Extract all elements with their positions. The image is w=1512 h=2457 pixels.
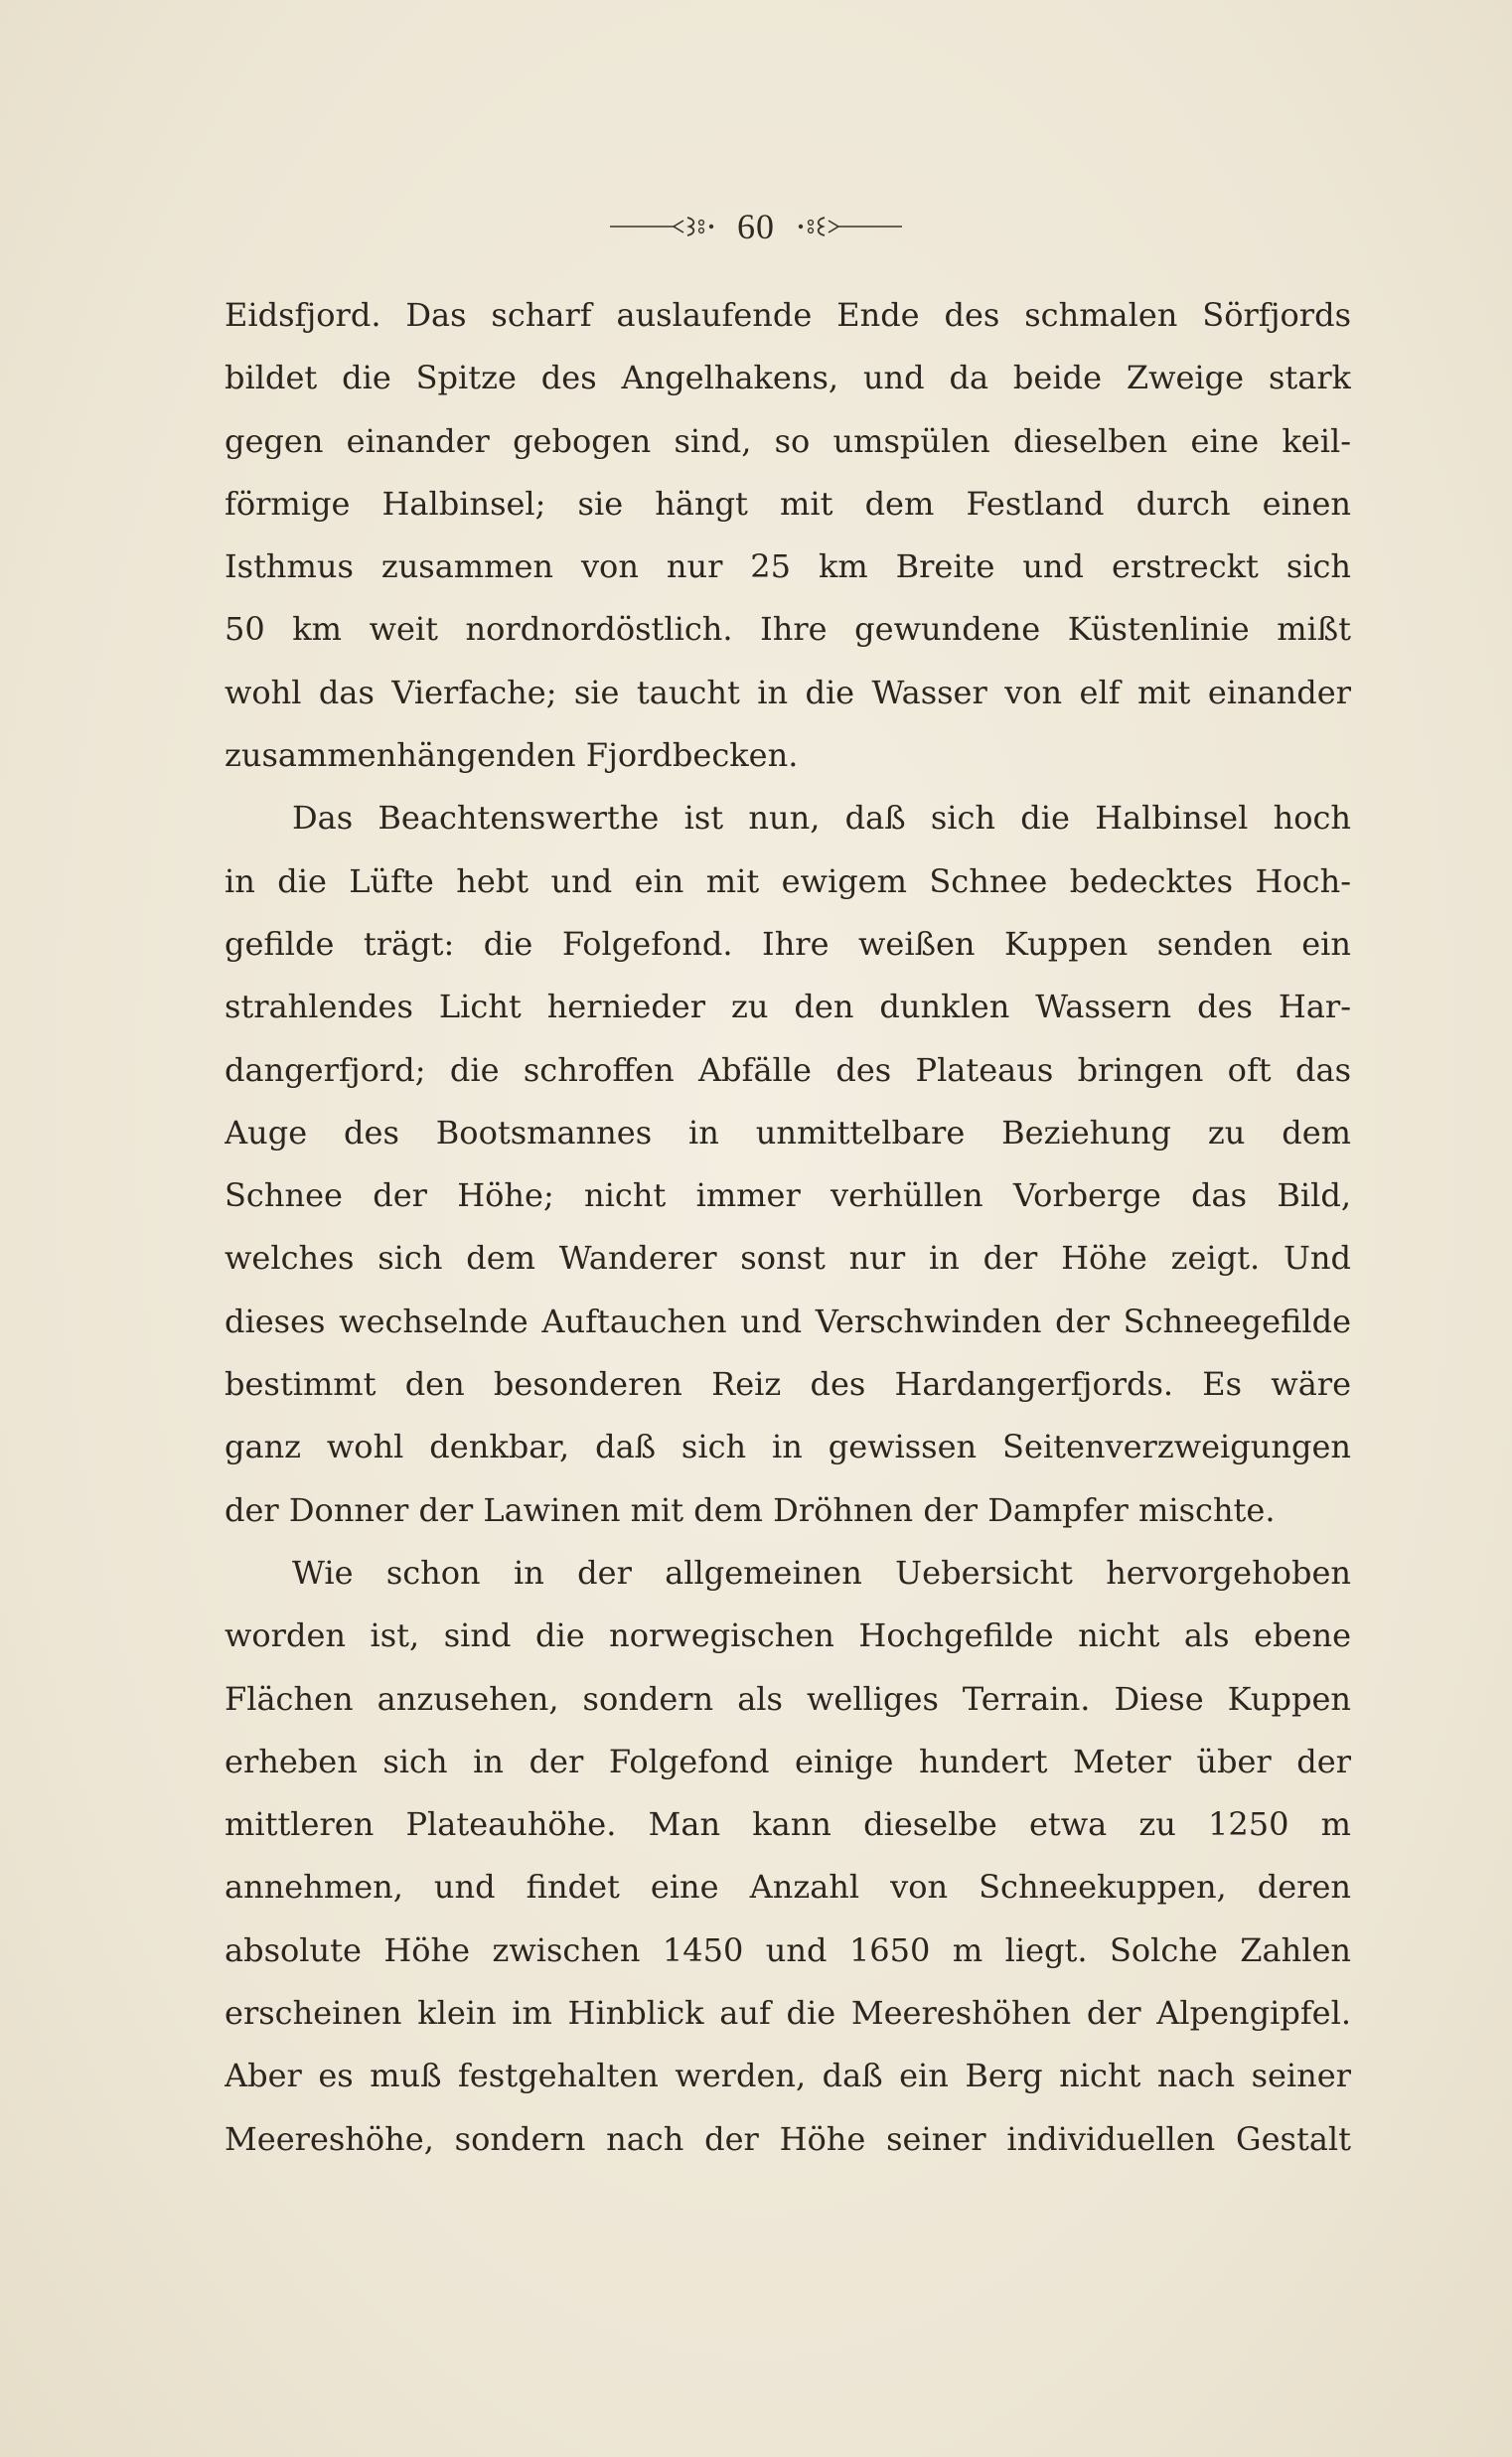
text-line: annehmen, und findet eine Anzahl von Schneekuppen, deren (225, 1868, 1351, 1907)
text-line: der Donner der Lawinen mit dem Dröhnen der Dampfer mischte. (225, 1490, 1276, 1529)
text-line: Flächen anzusehen, sondern als welliges Terrain. Diese Kuppen (225, 1679, 1351, 1718)
text-line: ganz wohl denkbar, daß sich in gewissen Seitenverzweigungen (225, 1428, 1351, 1466)
text-line: absolute Höhe zwischen 1450 und 1650 m liegt. Solche Zahlen (225, 1930, 1351, 1969)
text-line: bildet die Spitze des Angelhakens, und da beide Zweige stark (225, 359, 1351, 397)
text-line: Schnee der Höhe; nicht immer verhüllen Vorberge das Bild, (225, 1176, 1351, 1215)
page-header (0, 197, 1512, 256)
text-line: Auge des Bootsmannes in unmittelbare Beziehung zu dem (225, 1113, 1351, 1152)
text-line: erscheinen klein im Hinblick auf die Meereshöhen der Alpengipfel. (225, 1994, 1351, 2033)
text-line: Aber es muß festgehalten werden, daß ein Berg nicht nach seiner (225, 2057, 1351, 2095)
text-line: worden ist, sind die norwegischen Hochgefilde nicht als ebene (225, 1616, 1351, 1655)
text-line: förmige Halbinsel; sie hängt mit dem Festland durch einen (225, 484, 1351, 523)
text-line: wohl das Vierfache; sie taucht in die Wasser von elf mit einander (225, 673, 1351, 711)
text-line: in die Lüfte hebt und ein mit ewigem Schnee bedecktes Hoch- (225, 861, 1351, 900)
text-line: mittleren Plateauhöhe. Man kann dieselbe etwa zu 1250 m (225, 1805, 1351, 1844)
text-line: Isthmus zusammen von nur 25 km Breite und erstreckt sich (225, 547, 1351, 586)
text-line: bestimmt den besonderen Reiz des Hardangerfjords. Es wäre (225, 1365, 1351, 1404)
text-line: dieses wechselnde Auftauchen und Verschwinden der Schneegefilde (225, 1302, 1351, 1340)
text-line: welches sich dem Wanderer sonst nur in der Höhe zeigt. Und (225, 1239, 1351, 1278)
text-line: gefilde trägt: die Folgefond. Ihre weißen Kuppen senden ein (225, 924, 1351, 963)
text-line: gegen einander gebogen sind, so umspülen dieselben eine keil- (225, 421, 1351, 460)
body-text (225, 284, 1351, 2171)
page-number: 60 (737, 207, 775, 246)
text-line: Meereshöhe, sondern nach der Höhe seiner individuellen Gestalt (225, 2119, 1351, 2158)
paragraph-start-line: Das Beachtenswerthe ist nun, daß sich die Halbinsel hoch (292, 799, 1351, 838)
text-line: dangerfjord; die schroffen Abfälle des Plateaus bringen oft das (225, 1050, 1351, 1089)
paragraph-start-line: Wie schon in der allgemeinen Uebersicht hervorgehoben (292, 1553, 1351, 1592)
ornament-right-icon (793, 212, 904, 241)
text-line: strahlendes Licht hernieder zu den dunklen Wassern des Har- (225, 988, 1351, 1026)
text-line: zusammenhängenden Fjordbecken. (225, 736, 799, 775)
text-line: erheben sich in der Folgefond einige hundert Meter über der (225, 1742, 1351, 1780)
ornament-left-icon (608, 212, 719, 241)
text-line: Eidsfjord. Das scharf auslaufende Ende des schmalen Sörfjords (225, 296, 1351, 334)
text-line: 50 km weit nordnordöstlich. Ihre gewundene Küstenlinie mißt (225, 610, 1351, 649)
